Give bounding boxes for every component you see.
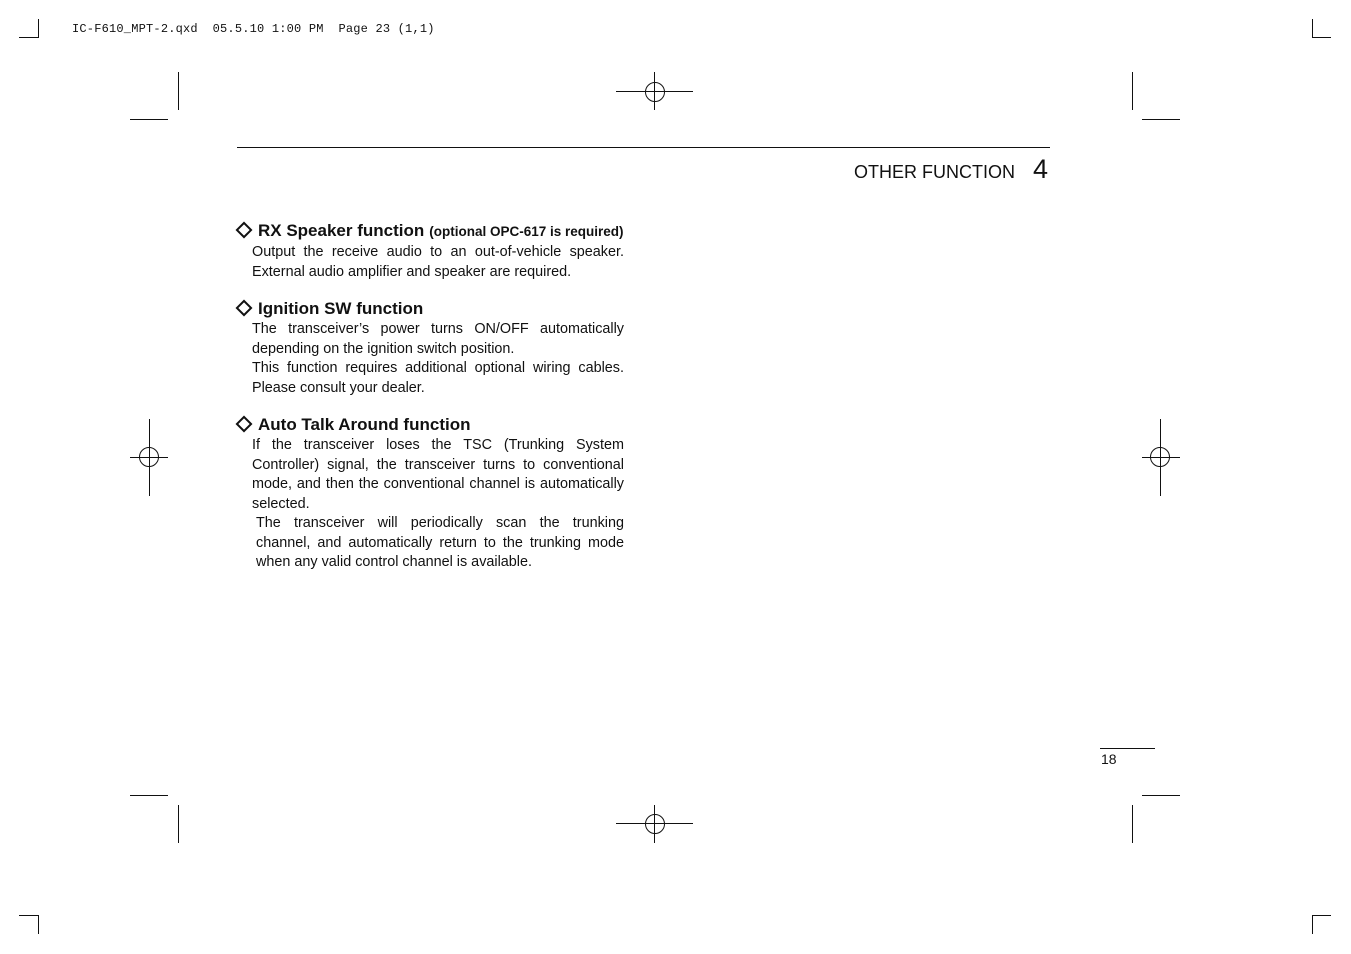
section-body xyxy=(236,320,624,398)
auto-talk-around-section xyxy=(236,414,624,573)
section-heading xyxy=(236,220,624,243)
section-body xyxy=(236,436,624,573)
diamond-bullet-icon xyxy=(236,416,253,433)
main-content xyxy=(236,220,624,589)
heading-text: RX Speaker function xyxy=(258,221,425,240)
heading-note: (optional OPC-617 is required) xyxy=(429,224,624,239)
diamond-bullet-icon xyxy=(236,300,253,317)
paragraph: The transceiver’s power turns ON/OFF automatically depending on the ignition switch position. xyxy=(252,321,624,357)
paragraph: The transceiver will periodically scan the trunking channel, and automatically return to the trunking mode when any valid control channel is available. xyxy=(256,515,624,570)
heading-text: Auto Talk Around function xyxy=(258,415,471,434)
paragraph: This function requires additional optional wiring cables. Please consult your dealer. xyxy=(252,360,624,396)
paragraph: If the transceiver loses the TSC (Trunking System Controller) signal, the transceiver turns to conventional mode, and then the conventional channel is automatically selected. xyxy=(252,437,624,512)
heading-text: Ignition SW function xyxy=(258,299,424,318)
page-number-rule xyxy=(1100,748,1155,749)
ignition-sw-section xyxy=(236,298,624,398)
rx-speaker-section xyxy=(236,220,624,282)
header-rule xyxy=(237,147,1050,148)
paragraph: Output the receive audio to an out-of-vehicle speaker. External audio amplifier and speaker are required. xyxy=(252,244,624,280)
section-body xyxy=(236,243,624,282)
section-title: OTHER FUNCTION xyxy=(854,162,1015,182)
page-number: 18 xyxy=(1101,751,1117,767)
diamond-bullet-icon xyxy=(236,222,253,239)
chapter-number: 4 xyxy=(1033,154,1049,184)
section-heading xyxy=(236,414,624,436)
section-heading xyxy=(236,298,624,320)
printer-slug: IC-F610_MPT-2.qxd 05.5.10 1:00 PM Page 23 (1,1) xyxy=(72,22,435,36)
